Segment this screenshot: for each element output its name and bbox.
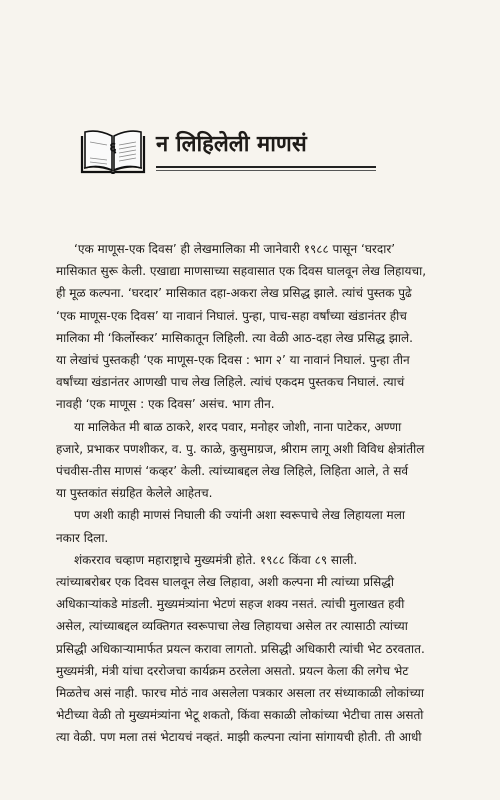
paragraph: [56, 504, 452, 548]
text-line: शंकरराव चव्हाण महाराष्ट्राचे मुख्यमंत्री होते. १९८८ किंवा ८९ साली.: [74, 552, 358, 567]
text-line: वर्षांच्या खंडानंतर आणखी पाच लेख लिहिले. त्यांचं एकदम पुस्तकच निघालं. त्याचं: [56, 375, 405, 390]
title-underline: [156, 166, 376, 168]
text-line: मुख्यमंत्री, मंत्री यांचा दररोजचा कार्यक्रम ठरलेला असतो. प्रयत्न केला की लगेच भेट: [56, 663, 409, 678]
chapter-header: [80, 126, 400, 178]
text-line: मालिका मी ‘किर्लोस्कर’ मासिकातून लिहिली. त्या वेळी आठ-दहा लेख प्रसिद्ध झाले.: [56, 330, 413, 345]
text-line: असेल, त्यांच्याबद्दल व्यक्तिगत स्वरूपाचा लेख लिहायचा असेल तर त्यासाठी त्यांच्या: [56, 619, 408, 634]
text-line: ‘एक माणूस-एक दिवस’ या नावानं निघालं. पुन्हा, पाच-सहा वर्षांच्या खंडानंतर हीच: [56, 308, 407, 323]
paragraph: [56, 549, 452, 749]
paragraph: [56, 416, 452, 505]
text-line: ‘एक माणूस-एक दिवस’ ही लेखमालिका मी जानेवारी १९८८ पासून ‘घरदार’: [74, 242, 396, 256]
text-line: हजारे, प्रभाकर पणशीकर, व. पु. काळे, कुसुमाग्रज, श्रीराम लागू अशी विविध क्षेत्रांतील: [56, 441, 425, 456]
text-line: पंचवीस-तीस माणसं ‘कव्हर’ केली. त्यांच्याबद्दल लेख लिहिले, लिहिता आले, ते सर्व: [56, 464, 409, 479]
text-line: नावही ‘एक माणूस : एक दिवस’ असंच. भाग तीन.: [56, 397, 275, 412]
text-line: भेटीच्या वेळी तो मुख्यमंत्र्यांना भेटू शकतो, किंवा सकाळी लोकांच्या भेटीचा तास असतो: [56, 708, 424, 723]
text-line: या लेखांचं पुस्तकही ‘एक माणूस-एक दिवस : भाग २’ या नावानं निघालं. पुन्हा तीन: [56, 353, 410, 368]
chapter-title: न लिहिलेली माणसं: [156, 132, 307, 157]
chapter-number: ६: [109, 140, 117, 156]
text-line: त्यांच्याबरोबर एक दिवस घालवून लेख लिहावा, अशी कल्पना मी त्यांच्या प्रसिद्धी: [56, 575, 394, 590]
text-line: पण अशी काही माणसं निघाली की ज्यांनी अशा स्वरूपाचे लेख लिहायला मला: [74, 508, 405, 523]
text-line: या पुस्तकांत संग्रहित केलेले आहेतच.: [56, 486, 213, 501]
paragraph: [56, 238, 452, 416]
text-line: प्रसिद्धी अधिकाऱ्यामार्फत प्रयत्न करावा लागतो. प्रसिद्धी अधिकारी त्यांची भेट ठरवतात.: [56, 641, 425, 656]
text-line: अधिकाऱ्यांकडे मांडली. मुख्यमंत्र्यांना भेटणं सहज शक्य नसतं. त्यांची मुलाखत हवी: [56, 597, 405, 612]
text-line: मासिकात सुरू केली. एखाद्या माणसाच्या सहवासात एक दिवस घालवून लेख लिहायचा,: [56, 264, 427, 279]
text-line: नकार दिला.: [56, 530, 109, 545]
text-line: ही मूळ कल्पना. ‘घरदार’ मासिकात दहा-अकरा लेख प्रसिद्ध झाले. त्यांचं पुस्तक पुढे: [56, 286, 412, 301]
text-line: त्या वेळी. पण मला तसं भेटायचं नव्हतं. माझी कल्पना त्यांना सांगायची होती. ती आधी: [56, 730, 422, 745]
text-line: या मालिकेत मी बाळ ठाकरे, शरद पवार, मनोहर जोशी, नाना पाटेकर, अण्णा: [74, 419, 402, 434]
title-underline-thin: [156, 170, 376, 171]
text-line: मिळतेच असं नाही. फारच मोठं नाव असलेला पत्रकार असला तर संध्याकाळी लोकांच्या: [56, 686, 424, 701]
body-text: [56, 238, 452, 749]
